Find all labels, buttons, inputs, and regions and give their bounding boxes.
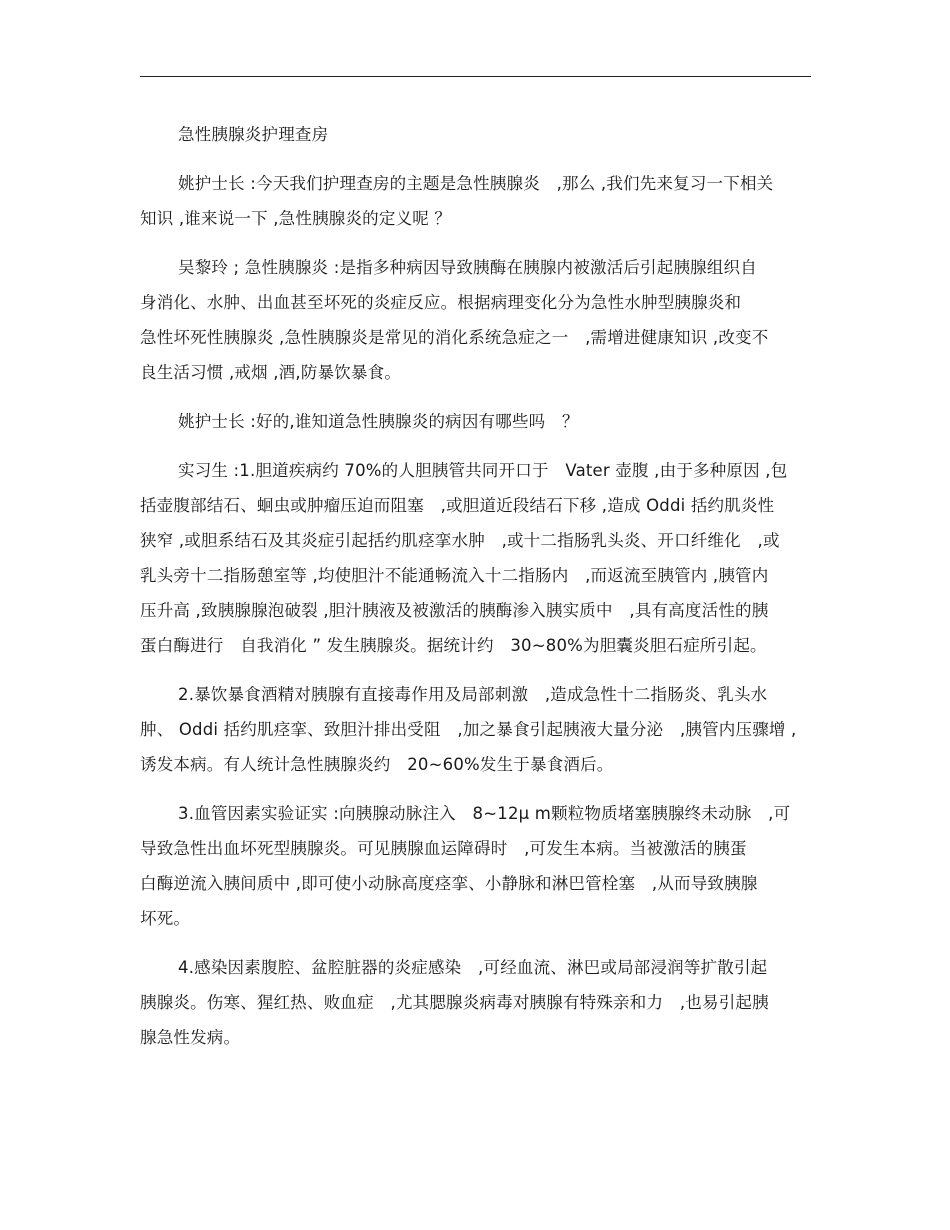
- paragraph-line: 肿、 Oddi 括约肌痉挛、致胆汁排出受阻 ,加之暴食引起胰液大量分泌 ,胰管内压骤增 ,: [140, 720, 797, 739]
- paragraph-line: 白酶逆流入胰间质中 ,即可使小动脉高度痉挛、小静脉和淋巴管栓塞 ,从而导致胰腺: [140, 874, 758, 893]
- paragraph-cause-alcohol: [140, 677, 811, 782]
- paragraph-line: 括壶腹部结石、蛔虫或肿瘤压迫而阻塞 ,或胆道近段结石下移 ,造成 Oddi 括约肌炎性: [140, 496, 775, 515]
- paragraph-line: 腺急性发病。: [140, 1028, 241, 1047]
- title-text: 急性胰腺炎护理查房: [178, 125, 329, 144]
- paragraph-cause-question: [140, 404, 811, 439]
- paragraph-line: 姚护士长 :好的,谁知道急性胰腺炎的病因有哪些吗 ？: [178, 412, 579, 431]
- paragraph-definition-question: [140, 166, 811, 236]
- paragraph-definition-answer: [140, 250, 811, 390]
- paragraph-line: 身消化、水肿、出血甚至坏死的炎症反应。根据病理变化分为急性水肿型胰腺炎和: [140, 293, 742, 312]
- paragraph-line: 实习生 :1.胆道疾病约 70%的人胆胰管共同开口于 Vater 壶腹 ,由于多种原因 ,包: [178, 461, 788, 480]
- paragraph-line: 狭窄 ,或胆系结石及其炎症引起括约肌痉挛水肿 ,或十二指肠乳头炎、开口纤维化 ,或: [140, 531, 780, 550]
- paragraph-line: 急性坏死性胰腺炎 ,急性胰腺炎是常见的消化系统急症之一 ,需增进健康知识 ,改变不: [140, 328, 769, 347]
- paragraph-line: 姚护士长 :今天我们护理查房的主题是急性胰腺炎 ,那么 ,我们先来复习一下相关: [178, 174, 774, 193]
- paragraph-line: 3.血管因素实验证实 :向胰腺动脉注入 8~12μ m颗粒物质堵塞胰腺终未动脉 ,可: [178, 804, 791, 823]
- paragraph-line: 导致急性出血坏死型胰腺炎。可见胰腺血运障碍时 ,可发生本病。当被激活的胰蛋: [140, 839, 747, 858]
- paragraph-line: 吴黎玲 ; 急性胰腺炎 :是指多种病因导致胰酶在胰腺内被激活后引起胰腺组织自: [178, 258, 757, 277]
- document-title: [140, 117, 811, 152]
- paragraph-line: 蛋白酶进行 自我消化 ” 发生胰腺炎。据统计约 30~80%为胆囊炎胆石症所引起。: [140, 636, 767, 655]
- header-rule: [140, 76, 811, 77]
- paragraph-line: 诱发本病。有人统计急性胰腺炎约 20~60%发生于暴食酒后。: [140, 755, 614, 774]
- paragraph-line: 良生活习惯 ,戒烟 ,酒,防暴饮暴食。: [140, 363, 402, 382]
- paragraph-line: 胰腺炎。伤寒、猩红热、败血症 ,尤其腮腺炎病毒对胰腺有特殊亲和力 ,也易引起胰: [140, 993, 769, 1012]
- paragraph-line: 压升高 ,致胰腺腺泡破裂 ,胆汁胰液及被激活的胰酶渗入胰实质中 ,具有高度活性的胰: [140, 601, 769, 620]
- paragraph-line: 4.感染因素腹腔、盆腔脏器的炎症感染 ,可经血流、淋巴或局部浸润等扩散引起: [178, 958, 768, 977]
- paragraph-line: 坏死。: [140, 909, 191, 928]
- paragraph-cause-vascular: [140, 796, 811, 936]
- paragraph-line: 知识 ,谁来说一下 ,急性胰腺炎的定义呢 ？: [140, 209, 452, 228]
- paragraph-line: 乳头旁十二指肠憩室等 ,均使胆汁不能通畅流入十二指肠内 ,而返流至胰管内 ,胰管内: [140, 566, 769, 585]
- document-body: [140, 117, 811, 1069]
- paragraph-cause-biliary: [140, 453, 811, 663]
- paragraph-cause-infection: [140, 950, 811, 1055]
- paragraph-line: 2.暴饮暴食酒精对胰腺有直接毒作用及局部刺激 ,造成急性十二指肠炎、乳头水: [178, 685, 768, 704]
